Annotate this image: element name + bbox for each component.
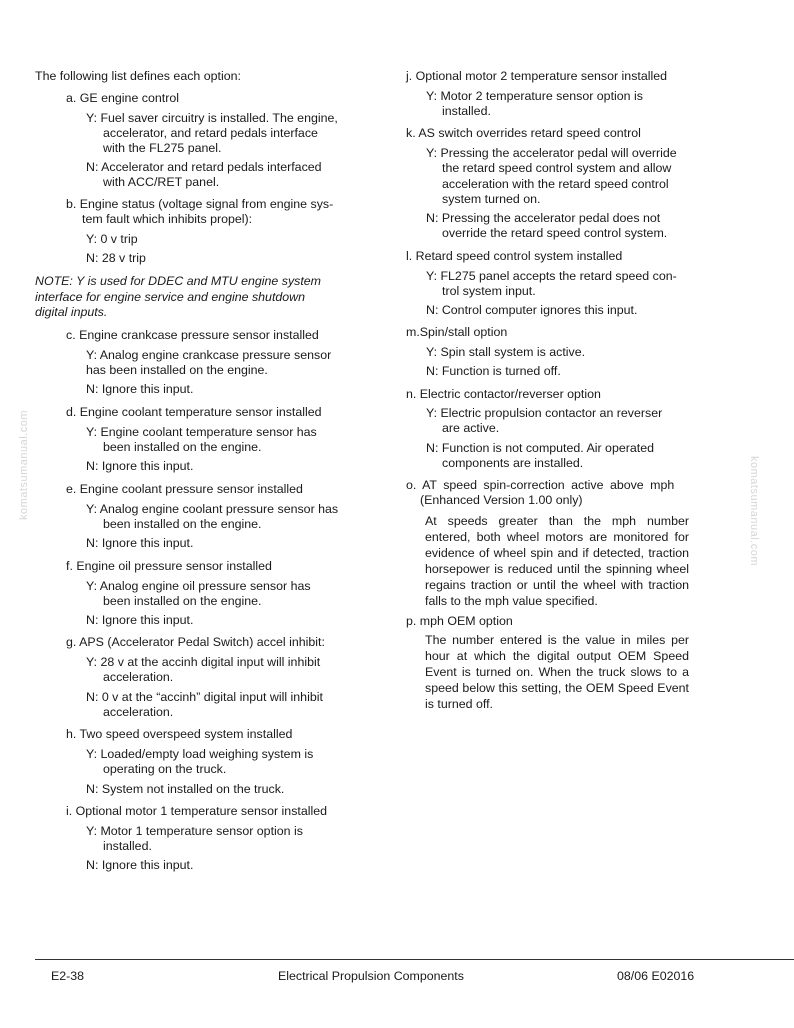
option-i-n: N: Ignore this input. [86,858,194,872]
option-k-y-line: the retard speed control system and allow [442,161,672,175]
option-f-y-line: Y: Analog engine oil pressure sensor has [86,579,311,593]
option-e-y-line: been installed on the engine. [103,517,262,531]
option-m-title: m.Spin/stall option [406,325,508,339]
option-c-y-line: Y: Analog engine crankcase pressure sensor [86,348,332,362]
option-k-y-line: acceleration with the retard speed control [442,177,669,191]
option-k-y-line: Y: Pressing the accelerator pedal will override [426,146,677,160]
option-k-n-line: override the retard speed control system. [442,226,668,240]
option-j-y-line: Y: Motor 2 temperature sensor option is [426,89,643,103]
option-o-title: o. AT speed spin-correction active above mph [406,478,675,492]
option-e-y-line: Y: Analog engine coolant pressure sensor has [86,502,339,516]
watermark-left: komatsumanual.com [18,410,30,520]
option-k-y-line: system turned on. [442,192,541,206]
option-h-y-line: operating on the truck. [103,762,227,776]
option-a-y-line: Y: Fuel saver circuitry is installed. The engine, [86,111,338,125]
option-n-n-line: N: Function is not computed. Air operated [426,441,654,455]
option-b-title: b. Engine status (voltage signal from engine sys- [66,197,334,211]
option-l-n: N: Control computer ignores this input. [426,303,638,317]
option-j-title: j. Optional motor 2 temperature sensor installed [406,69,668,83]
option-g-n-line: acceleration. [103,705,174,719]
footer-doc-code: 08/06 E02016 [617,969,695,983]
option-h-n: N: System not installed on the truck. [86,782,285,796]
option-d-title: d. Engine coolant temperature sensor installed [66,405,322,419]
option-f-n: N: Ignore this input. [86,613,194,627]
option-g-title: g. APS (Accelerator Pedal Switch) accel inhibit: [66,635,325,649]
option-c-n: N: Ignore this input. [86,382,194,396]
watermark-right: komatsumanual.com [748,456,760,566]
option-f-title: f. Engine oil pressure sensor installed [66,559,272,573]
option-l-y-line: Y: FL275 panel accepts the retard speed con- [426,269,677,283]
option-a-y-line: with the FL275 panel. [103,141,222,155]
option-k-n-line: N: Pressing the accelerator pedal does not [426,211,661,225]
option-a-title: a. GE engine control [66,91,179,105]
option-b-y: Y: 0 v trip [86,232,138,246]
option-n-y-line: Y: Electric propulsion contactor an reverser [426,406,663,420]
option-b-title: tem fault which inhibits propel): [82,212,253,226]
option-c-title: c. Engine crankcase pressure sensor installed [66,328,319,342]
option-c-y-line: has been installed on the engine. [86,363,268,377]
note-line: digital inputs. [35,305,108,319]
option-e-n: N: Ignore this input. [86,536,194,550]
option-i-y-line: installed. [103,839,152,853]
footer-section-title: Electrical Propulsion Components [278,969,464,983]
option-o-subtitle: (Enhanced Version 1.00 only) [420,493,583,507]
option-j-y-line: installed. [442,104,491,118]
intro-text: The following list defines each option: [35,69,241,83]
option-o-body: At speeds greater than the mph number entered, both wheel motors are monitored for evidence of wheel spin and if detected, traction horsepower is reduced until the spinning wheel regains traction or until the wheel with traction falls to the mph value specified. [425,514,689,608]
footer-divider [35,959,794,960]
option-l-y-line: trol system input. [442,284,536,298]
option-a-n-line: with ACC/RET panel. [103,175,220,189]
note-line: interface for engine service and engine shutdown [35,290,306,304]
footer-page-number: E2-38 [51,969,85,983]
option-a-y-line: accelerator, and retard pedals interface [103,126,318,140]
option-a-n-line: N: Accelerator and retard pedals interfaced [86,160,322,174]
option-i-y-line: Y: Motor 1 temperature sensor option is [86,824,303,838]
option-e-title: e. Engine coolant pressure sensor installed [66,482,303,496]
option-i-title: i. Optional motor 1 temperature sensor installed [66,804,328,818]
option-n-n-line: components are installed. [442,456,584,470]
option-g-y-line: Y: 28 v at the accinh digital input will inhibit [86,655,321,669]
option-m-y: Y: Spin stall system is active. [426,345,586,359]
option-p-body: The number entered is the value in miles per hour at which the digital output OEM Speed Event is turned on. When the truck slows to a speed below this setting, the OEM Speed Event is turned off. [425,633,689,711]
option-g-y-line: acceleration. [103,670,174,684]
option-n-y-line: are active. [442,421,500,435]
option-b-n: N: 28 v trip [86,251,146,265]
option-d-n: N: Ignore this input. [86,459,194,473]
option-p-title: p. mph OEM option [406,614,513,628]
option-h-y-line: Y: Loaded/empty load weighing system is [86,747,314,761]
note-line: NOTE: Y is used for DDEC and MTU engine system [35,274,322,288]
option-l-title: l. Retard speed control system installed [406,249,623,263]
option-d-y-line: been installed on the engine. [103,440,262,454]
option-f-y-line: been installed on the engine. [103,594,262,608]
option-k-title: k. AS switch overrides retard speed control [406,126,641,140]
option-g-n-line: N: 0 v at the “accinh” digital input will inhibit [86,690,323,704]
option-n-title: n. Electric contactor/reverser option [406,387,601,401]
option-d-y-line: Y: Engine coolant temperature sensor has [86,425,317,439]
option-m-n: N: Function is turned off. [426,364,561,378]
option-h-title: h. Two speed overspeed system installed [66,727,293,741]
